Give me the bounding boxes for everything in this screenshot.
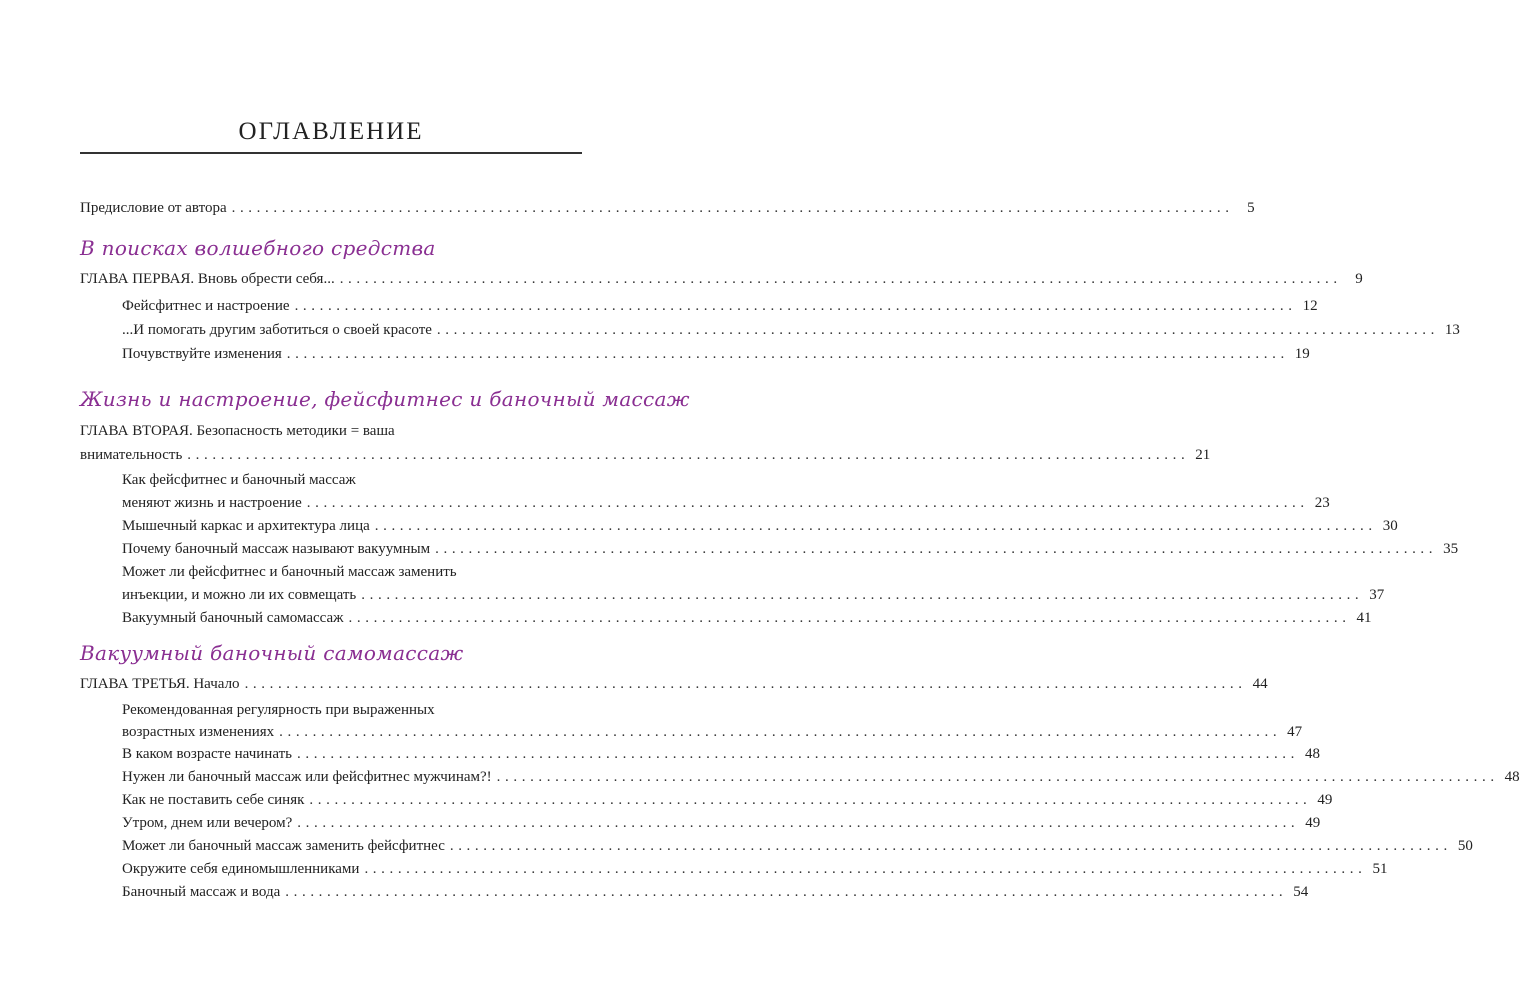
toc-entry-text: Утром, днем или вечером? (122, 815, 293, 831)
toc-entry[interactable] (122, 812, 1321, 834)
toc-entry-page: 49 (1305, 815, 1321, 831)
toc-entry-text: Почему баночный массаж называют вакуумным (122, 541, 431, 557)
toc-leader-dots: ........................................................................................................................ (374, 518, 1377, 534)
toc-entry-text: Фейсфитнес и настроение (122, 298, 290, 314)
toc-leader-dots: ........................................................................................................................ (435, 541, 1438, 557)
toc-entry-chapter-2[interactable] (80, 444, 1211, 466)
toc-entry[interactable] (122, 766, 1520, 788)
toc-entry-text: Рекомендованная регулярность при выраженных (122, 702, 435, 718)
toc-entry-page: 48 (1504, 769, 1520, 785)
toc-leader-dots: ........................................................................................................................ (449, 838, 1452, 854)
toc-entry-page: 51 (1372, 861, 1388, 877)
toc-entry-text: Вакуумный баночный самомассаж (122, 610, 344, 626)
toc-entry-text: Баночный массаж и вода (122, 884, 281, 900)
toc-leader-dots: ........................................................................................................................ (286, 346, 1289, 362)
toc-entry[interactable] (122, 789, 1333, 811)
toc-entry-text: ГЛАВА ВТОРАЯ. Безопасность методики = ваша (80, 423, 395, 439)
toc-entry-text: Окружите себя единомышленниками (122, 861, 360, 877)
toc-entry-chapter-2-line1[interactable] (80, 420, 578, 442)
toc-entry-chapter-3[interactable] (80, 673, 1268, 695)
toc-entry-text: Предисловие от автора (80, 200, 227, 216)
toc-entry-page: 23 (1314, 495, 1330, 511)
toc-leader-dots: ........................................................................................................................ (309, 792, 1312, 808)
toc-leader-dots: ........................................................................................................................ (297, 815, 1300, 831)
toc-leader-dots: ........................................................................................................................ (231, 200, 1234, 216)
toc-leader-dots: ........................................................................................................................ (364, 861, 1367, 877)
toc-entry-page: 12 (1302, 298, 1318, 314)
toc-entry[interactable] (122, 584, 1385, 606)
toc-leader-dots: ........................................................................................................................ (285, 884, 1288, 900)
toc-entry-text: Как фейсфитнес и баночный массаж (122, 472, 356, 488)
toc-entry[interactable] (122, 607, 1372, 629)
toc-entry-page: 9 (1355, 271, 1363, 287)
toc-entry-text: Может ли баночный массаж заменить фейсфитнес (122, 838, 445, 854)
toc-entry-page: 49 (1317, 792, 1333, 808)
toc-entry-page: 21 (1195, 447, 1211, 463)
toc-entry[interactable] (122, 835, 1473, 857)
toc-leader-dots: ........................................................................................................................ (361, 587, 1364, 603)
toc-entry-page: 19 (1294, 346, 1310, 362)
toc-leader-dots: ........................................................................................................................ (294, 298, 1297, 314)
toc-leader-dots: ........................................................................................................................ (244, 676, 1247, 692)
toc-entry-text: ...И помогать другим заботиться о своей красоте (122, 322, 432, 338)
toc-entry-page: 35 (1443, 541, 1459, 557)
toc-entry-page: 50 (1457, 838, 1473, 854)
toc-entry-text: Мышечный каркас и архитектура лица (122, 518, 370, 534)
toc-entry-page: 5 (1247, 200, 1255, 216)
toc-entry-text: Почувствуйте изменения (122, 346, 282, 362)
toc-entry[interactable] (122, 295, 1318, 317)
toc-entry-text: инъекции, и можно ли их совмещать (122, 587, 357, 603)
toc-entry[interactable] (122, 538, 1459, 560)
toc-entry[interactable] (122, 343, 1310, 365)
toc-entry-page: 44 (1252, 676, 1268, 692)
section-heading-1: В поисках волшебного средства (80, 236, 436, 260)
toc-entry-page: 48 (1305, 746, 1320, 762)
toc-entry[interactable] (122, 515, 1398, 537)
toc-entry-text: возрастных изменениях (122, 724, 275, 740)
toc-entry-page: 30 (1382, 518, 1398, 534)
toc-entry-text: ГЛАВА ТРЕТЬЯ. Начало (80, 676, 240, 692)
toc-entry-preface[interactable] (80, 197, 1255, 219)
toc-entry-line1[interactable] (122, 699, 578, 721)
section-heading-3: Вакуумный баночный самомассаж (80, 641, 464, 665)
toc-leader-dots: ........................................................................................................................ (436, 322, 1439, 338)
toc-entry[interactable] (122, 721, 1303, 743)
toc-entry[interactable] (122, 858, 1388, 880)
toc-leader-dots: ........................................................................................................................ (279, 724, 1282, 740)
toc-entry-line1[interactable] (122, 561, 578, 583)
toc-leader-dots: ........................................................................................................................ (348, 610, 1351, 626)
toc-entry-text: Нужен ли баночный массаж или фейсфитнес мужчинам?! (122, 769, 492, 785)
toc-entry-text: Как не поставить себе синяк (122, 792, 305, 808)
toc-entry-text: Может ли фейсфитнес и баночный массаж заменить (122, 564, 457, 580)
toc-entry[interactable] (122, 743, 1320, 765)
page-title: ОГЛАВЛЕНИЕ (238, 118, 424, 145)
title-rule (80, 152, 582, 154)
toc-entry[interactable] (122, 319, 1460, 341)
toc-entry-text: ГЛАВА ПЕРВАЯ. Вновь обрести себя... (80, 271, 335, 287)
toc-leader-dots: ........................................................................................................................ (496, 769, 1499, 785)
toc-entry-page: 54 (1293, 884, 1309, 900)
section-heading-2: Жизнь и настроение, фейсфитнес и баночный массаж (80, 387, 690, 411)
toc-entry-page: 13 (1444, 322, 1460, 338)
toc-entry-text: меняют жизнь и настроение (122, 495, 302, 511)
toc-entry-text: внимательность (80, 447, 183, 463)
toc-entry-page: 47 (1287, 724, 1303, 740)
toc-entry-line1[interactable] (122, 469, 578, 491)
toc-leader-dots: ........................................................................................................................ (297, 746, 1299, 762)
toc-entry[interactable] (122, 881, 1309, 903)
toc-leader-dots: ........................................................................................................................ (187, 447, 1190, 463)
toc-leader-dots: ........................................................................................................................ (306, 495, 1309, 511)
toc-entry-page: 37 (1369, 587, 1385, 603)
toc-leader-dots: ........................................................................................................................ (339, 271, 1342, 287)
toc-entry[interactable] (122, 492, 1330, 514)
toc-entry-text: В каком возрасте начинать (122, 746, 292, 762)
toc-entry-chapter-1[interactable] (80, 268, 1363, 290)
toc-entry-page: 41 (1356, 610, 1372, 626)
